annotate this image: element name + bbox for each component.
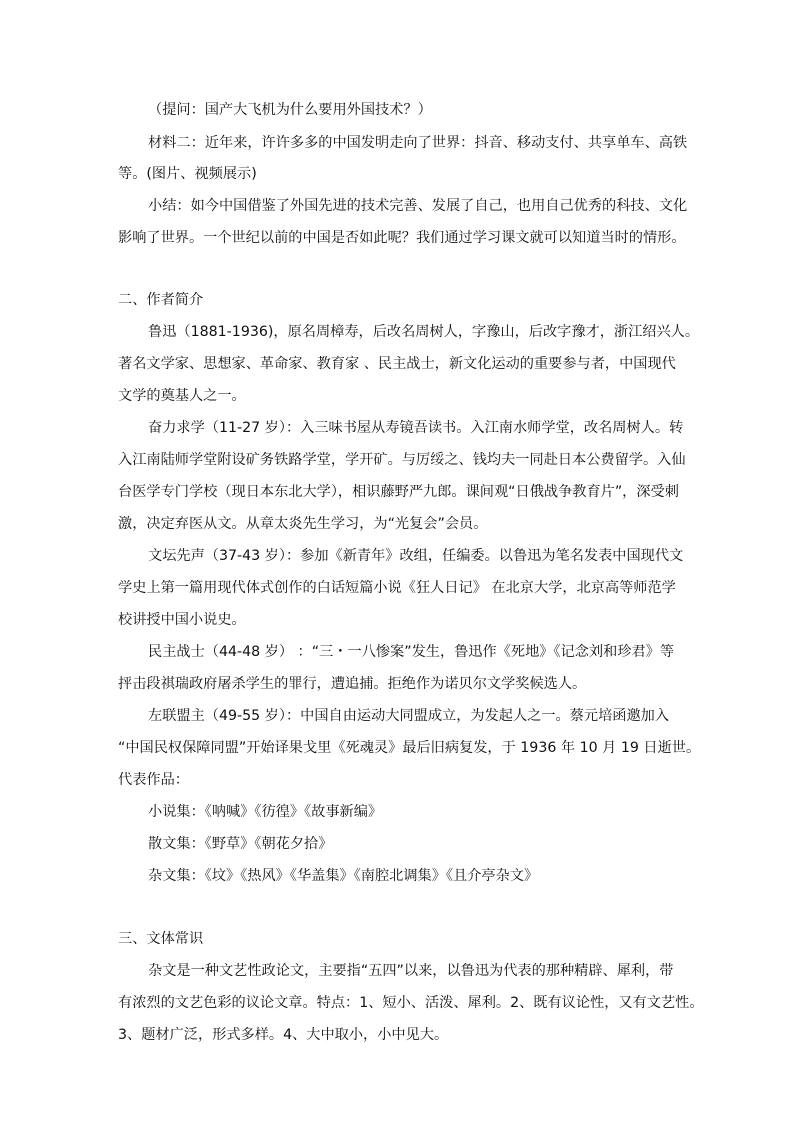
stage1-line-1: 奋力求学（11-27 岁）：入三味书屋从寿镜吾读书。入江南水师学堂，改名周树人。转	[148, 420, 684, 436]
question-line: （提问：国产大飞机为什么要用外国技术？）	[148, 102, 432, 118]
works-prose: 散文集：《野草》《朝花夕拾》	[148, 836, 333, 852]
stage1-line-4: 激，决定弃医从文。从章太炎先生学习，为“光复会”会员。	[118, 516, 488, 532]
stage3-line-2: 抨击段祺瑞政府屠杀学生的罪行，遭追捕。拒绝作为诺贝尔文学奖候选人。	[118, 676, 587, 692]
works-novels: 小说集：《呐喊》《彷徨》《故事新编》	[148, 804, 383, 820]
stage4-line-2: “中国民权保障同盟”开始译果戈里《死魂灵》最后旧病复发，于 1936 年 10 月 19 日逝世。	[118, 740, 701, 756]
material2-line-1: 材料二：近年来，许许多多的中国发明走向了世界：抖音、移动支付、共享单车、高铁	[148, 135, 688, 151]
stage2-line-3: 校讲授中国小说史。	[118, 612, 246, 628]
stage3-line-1: 民主战士（44-48 岁） ：“三・一八惨案”发生，鲁迅作《死地》《记念刘和珍君》等	[148, 644, 675, 660]
stage4-line-1: 左联盟主（49-55 岁）：中国自由运动大同盟成立，为发起人之一。蔡元培函邀加入	[148, 708, 670, 724]
section-heading-genre: 三、文体常识	[118, 931, 204, 947]
stage1-line-2: 入江南陆师学堂附设矿务铁路学堂，学开矿。与厉绥之、钱均夫一同赴日本公费留学。入仙	[118, 452, 686, 468]
genre-line-3: 3、题材广泛，形式多样。4、大中取小，小中见大。	[118, 1027, 449, 1043]
genre-line-2: 有浓烈的文艺色彩的议论文章。特点：1、短小、活泼、犀利。2、既有议论性，又有文艺性。	[118, 995, 704, 1011]
stage2-line-1: 文坛先声（37-43 岁）：参加《新青年》改组，任编委。以鲁迅为笔名发表中国现代文	[148, 548, 684, 564]
bio-line-3: 文学的奠基人之一。	[118, 388, 246, 404]
stage1-line-3: 台医学专门学校（现日本东北大学），相识藤野严九郎。课间观“日俄战争教育片”，深受刺	[118, 484, 679, 500]
works-essays: 杂文集：《坟》《热风》《华盖集》《南腔北调集》《且介亭杂文》	[148, 868, 539, 884]
bio-line-1: 鲁迅（1881-1936)，原名周樟寿，后改名周树人，字豫山，后改字豫才，浙江绍兴人。	[148, 324, 700, 340]
material2-line-2: 等。(图片、视频展示)	[118, 166, 257, 182]
works-intro-line: 代表作品：	[118, 772, 189, 788]
summary-line-1: 小结：如今中国借鉴了外国先进的技术完善、发展了自己，也用自己优秀的科技、文化	[148, 198, 688, 214]
section-heading-author: 二、作者简介	[118, 292, 204, 308]
bio-line-2: 著名文学家、思想家、革命家、教育家 、民主战士，新文化运动的重要参与者，中国现代	[118, 356, 676, 372]
stage2-line-2: 学史上第一篇用现代体式创作的白话短篇小说《狂人日记》 在北京大学，北京高等师范学	[118, 580, 676, 596]
genre-line-1: 杂文是一种文艺性政论文，主要指“五四”以来，以鲁迅为代表的那种精辟、犀利，带	[148, 963, 674, 979]
summary-line-2: 影响了世界。一个世纪以前的中国是否如此呢？我们通过学习课文就可以知道当时的情形。	[118, 230, 686, 246]
